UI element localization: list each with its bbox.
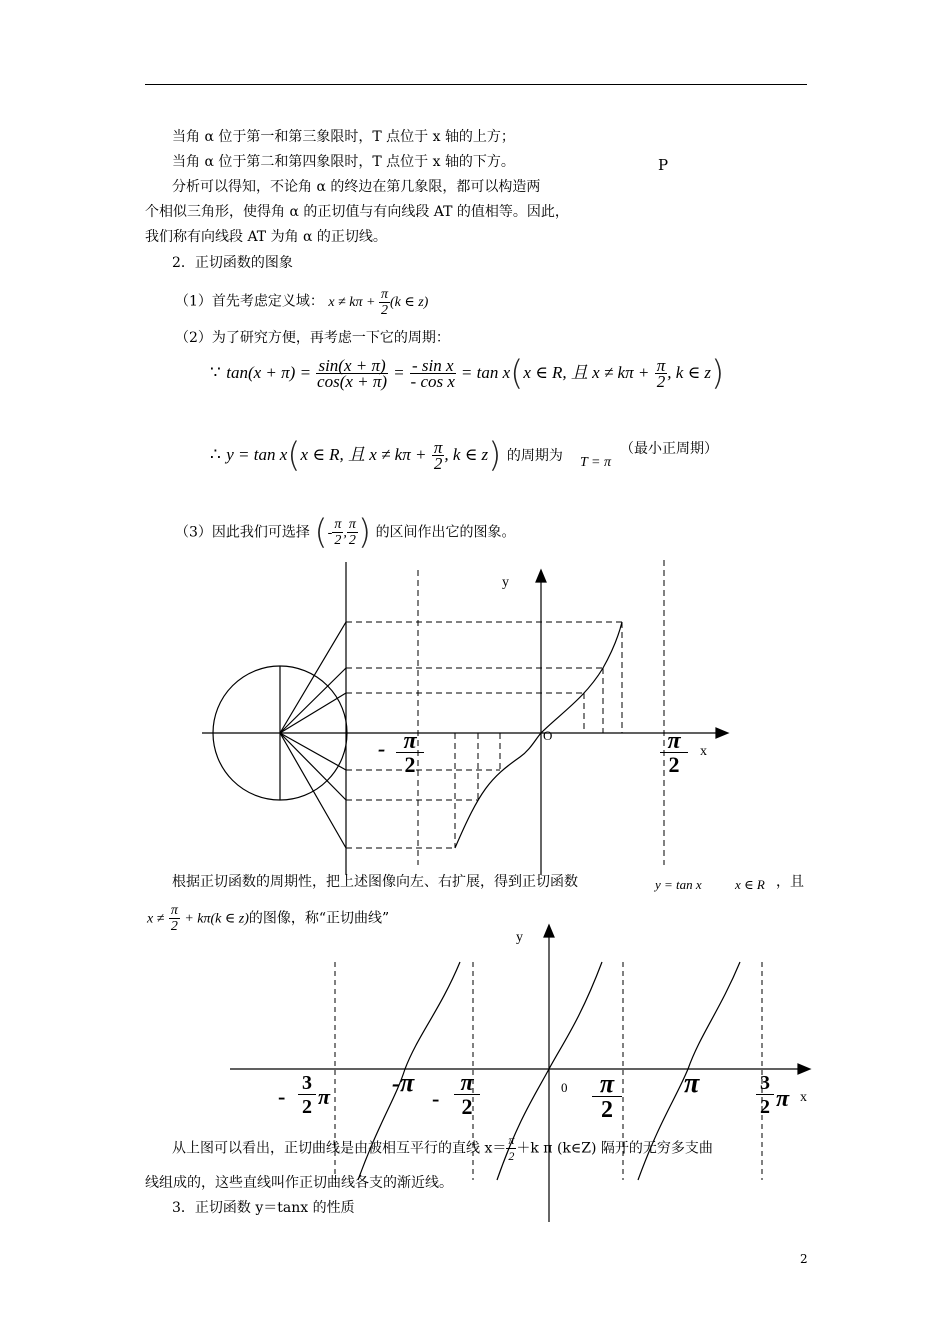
graph2-y-label: y [516,930,523,945]
x-axis-2-arrow [798,1064,810,1074]
fraction-neg-sin-over-neg-cos: $\frac{\text{- sin x}}{\text{- cos x}}$ [410,356,455,391]
extend-y-tan-x: y = tan x [655,877,702,892]
period-label: 的周期为 [506,448,563,464]
extend-paragraph-line-2: x ≠ $\frac{\pi}{2}$ + kπ(k ∈ z)的图像，称“正切曲线” [147,903,390,934]
section-3-heading: 3．正切函数 y＝tanx 的性质 [172,1200,355,1216]
tan-curve-main-branch [455,622,622,848]
graph1-neg-pi-over-2: π 2 [396,730,424,777]
graph1-x-label: x [700,744,707,759]
ray [280,733,346,770]
graph1-pi-over-2: π 2 [660,730,688,777]
graph1-y-label: y [502,575,509,590]
text-line-4: 个相似三角形，使得角 α 的正切值与有向线段 AT 的值相等。因此， [145,204,569,220]
p-label: P [658,156,669,174]
fraction-sin-over-cos: $\frac{\sin(x + \pi)}{\cos(x + \pi)}$ [317,356,388,391]
graph1-origin-label: O [543,728,553,743]
item-3-suffix: 的区间作出它的图象。 [375,524,516,541]
therefore-symbol: ∴ [210,445,221,465]
graph2-origin-label: 0 [561,1080,568,1095]
min-period-note: （最小正周期） [620,441,718,457]
ray [280,693,346,733]
extend-x-in-r: x ∈ R [735,877,765,892]
y-axis-1-arrow [536,570,546,582]
item-3: （3）因此我们可选择 (- $\frac{\pi}{2}$ , $\frac{\pi}{2}$ ) 的区间作出它的图象。 [175,512,516,553]
period-conclusion: ∴ y = tan x(x ∈ R, 且 x ≠ kπ + $\frac{\pi}{2}$ , k ∈ z) 的周期为 [210,435,563,476]
tick-neg-pi: -π [392,1068,415,1097]
conclusion-line-1: 从上图可以看出，正切曲线是由被相互平行的直线 x＝ $\frac{\pi}{2}$ ＋k π (k∈Z) 隔开的无穷多支曲 [172,1133,713,1163]
text-line-2: 当角 α 位于第二和第四象限时，T 点位于 x 轴的下方。 [172,154,515,170]
period-formula: T = π [580,455,611,470]
section-2-heading: 2．正切函数的图象 [172,255,293,271]
tick-pi-2: π 2 [592,1072,622,1123]
text-line-5: 我们称有向线段 AT 为角 α 的正切线。 [145,229,387,245]
conclusion-line-2: 线组成的，这些直线叫作正切曲线各支的渐近线。 [145,1175,453,1191]
tick-pi: π [684,1068,700,1099]
extend-and: ，且 [776,874,804,890]
page-number: 2 [800,1252,808,1266]
domain-formula: x ≠ kπ + $\frac{\pi}{2}$ (k ∈ z) [328,287,429,318]
period-derivation: ∵ tan(x + π) = $\frac{\sin(x + \pi)}{\cos(x + \pi)}$ = $\frac{\text{- sin x}}{\text{- cos x}}$ = tan x(x ∈ R, 且 x ≠ kπ + $\frac{\pi}{2}$ , k ∈ z) [210,353,725,394]
graph1-neg-sign: - [378,736,386,761]
text-line-1: 当角 α 位于第一和第三象限时，T 点位于 x 轴的上方； [172,129,515,145]
graph2-x-label: x [800,1090,807,1105]
extend-paragraph-line-1: 根据正切函数的周期性，把上述图像向左、右扩展，得到正切函数 [172,874,578,890]
fraction-pi-over-2: $\frac{\pi}{2}$ [380,287,388,318]
because-symbol: ∵ [210,363,221,383]
x-axis-1-arrow [716,728,728,738]
text-line-3: 分析可以得知，不论角 α 的终边在第几象限，都可以构造两 [172,179,541,195]
item-3-label: （3）因此我们可选择 [175,524,310,541]
item-2: （2）为了研究方便，再考虑一下它的周期： [175,330,450,346]
item-1-label: （1）首先考虑定义域： [175,293,324,310]
y-axis-2-arrow [544,925,554,937]
